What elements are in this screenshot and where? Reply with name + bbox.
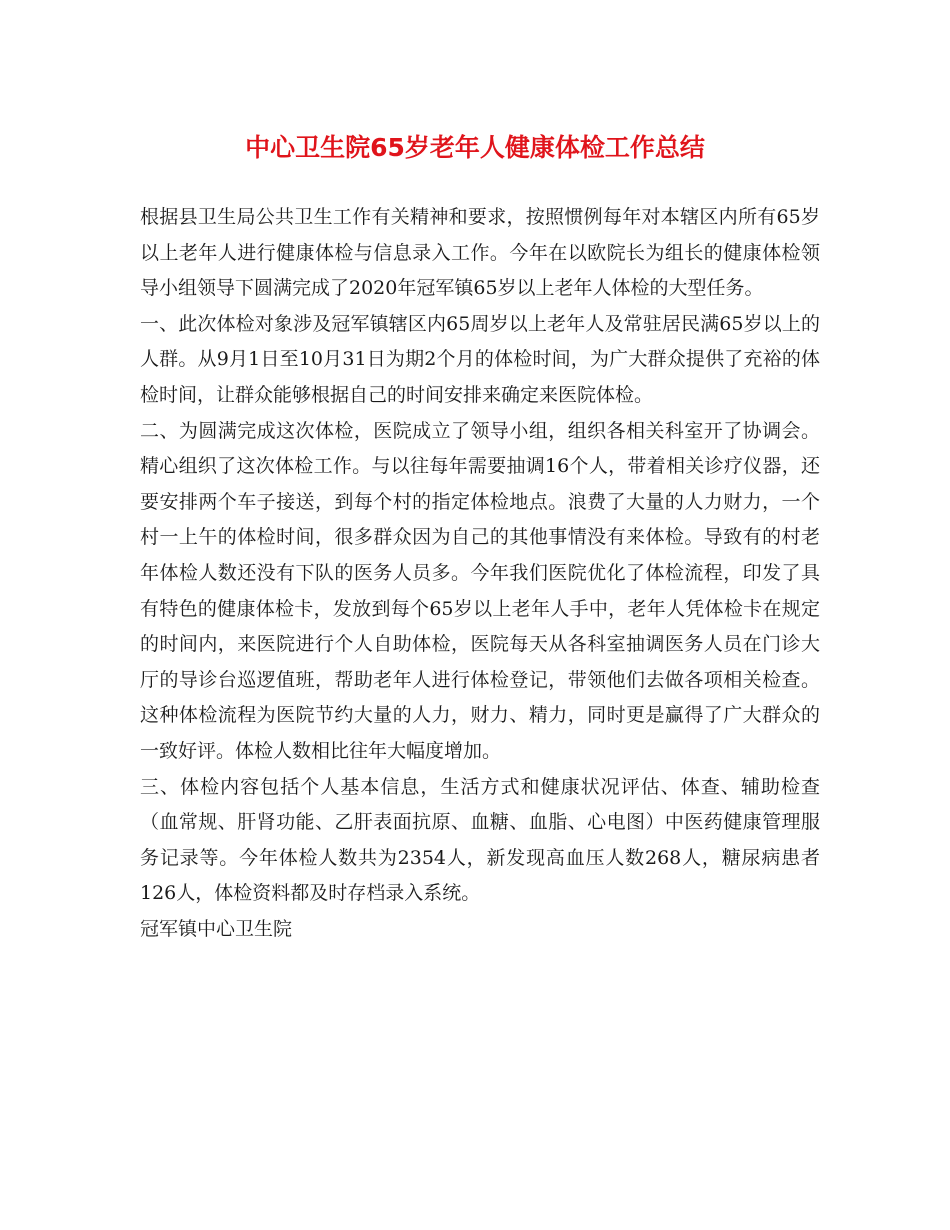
section-three-paragraph: 三、体检内容包括个人基本信息，生活方式和健康状况评估、体查、辅助检查（血常规、肝肾功能、乙肝表面抗原、血糖、血脂、心电图）中医药健康管理服务记录等。今年体检人数共为2354人，新发现高血压人数268人，糖尿病患者126人，体检资料都及时存档录入系统。 bbox=[140, 775, 820, 905]
section-two-paragraph: 二、为圆满完成这次体检，医院成立了领导小组，组织各相关科室开了协调会。精心组织了这次体检工作。与以往每年需要抽调16个人，带着相关诊疗仪器，还要安排两个车子接送，到每个村的指定体检地点。浪费了大量的人力财力，一个村一上午的体检时间，很多群众因为自己的其他事情没有来体检。导致有的村老年体检人数还没有下队的医务人员多。今年我们医院优化了体检流程，印发了具有特色的健康体检卡，发放到每个65岁以上老年人手中，老年人凭体检卡在规定的时间内，来医院进行个人自助体检，医院每天从各科室抽调医务人员在门诊大厅的导诊台巡逻值班，帮助老年人进行体检登记，带领他们去做各项相关检查。这种体检流程为医院节约大量的人力，财力、精力，同时更是赢得了广大群众的一致好评。体检人数相比往年大幅度增加。 bbox=[140, 419, 820, 762]
intro-paragraph: 根据县卫生局公共卫生工作有关精神和要求，按照惯例每年对本辖区内所有65岁以上老年人进行健康体检与信息录入工作。今年在以欧院长为组长的健康体检领导小组领导下圆满完成了2020年冠军镇65岁以上老年人体检的大型任务。 bbox=[140, 206, 820, 300]
signature-line: 冠军镇中心卫生院 bbox=[140, 917, 293, 940]
document-title: 中心卫生院65岁老年人健康体检工作总结 bbox=[245, 133, 705, 162]
section-one-paragraph: 一、此次体检对象涉及冠军镇辖区内65周岁以上老年人及常驻居民满65岁以上的人群。从9月1日至10月31日为期2个月的体检时间，为广大群众提供了充裕的体检时间，让群众能够根据自己的时间安排来确定来医院体检。 bbox=[140, 312, 820, 406]
document-body bbox=[140, 200, 820, 947]
